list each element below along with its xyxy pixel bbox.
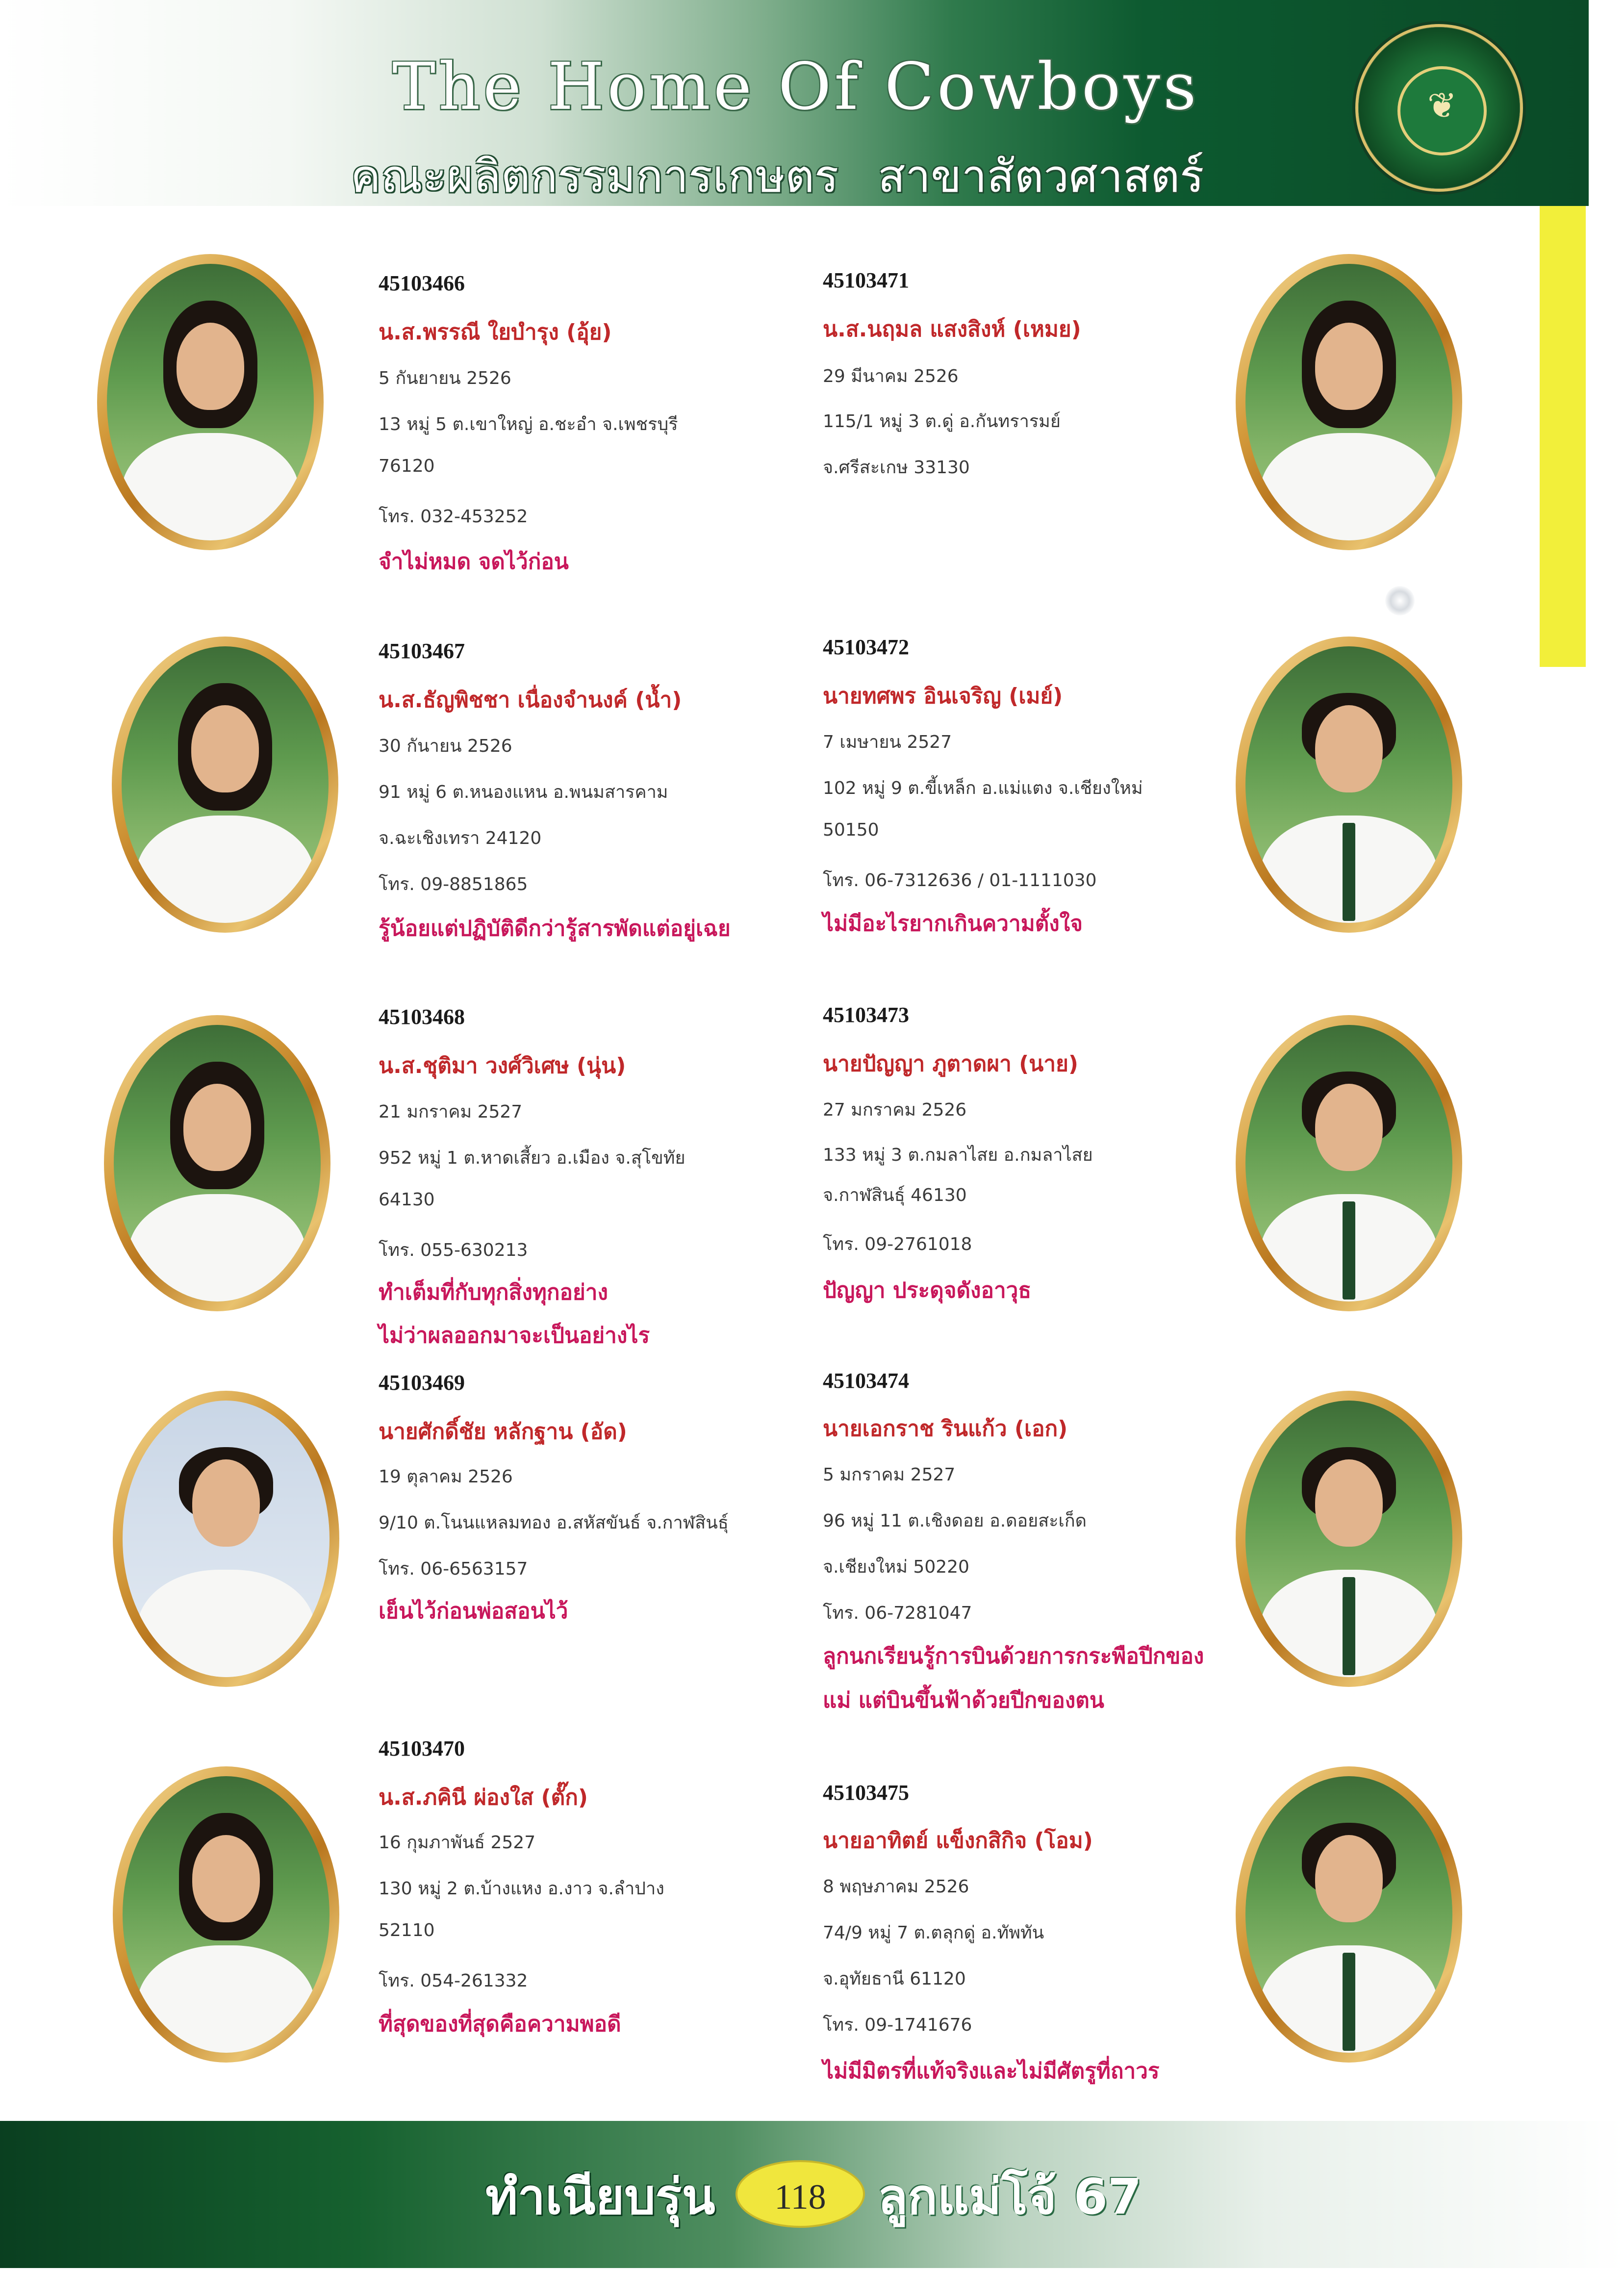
portrait-45103467 (112, 637, 338, 933)
address-line: 64130 (379, 1190, 435, 1210)
page-number: 118 (774, 2177, 826, 2217)
student-name: น.ส.ภคินี ผ่องใส (ตั๊ก) (379, 1785, 588, 1810)
motto: ไม่ว่าผลออกมาจะเป็นอย่างไร (379, 1323, 650, 1348)
page-number-badge (736, 2160, 865, 2228)
birth-date: 19 ตุลาคม 2526 (379, 1467, 513, 1487)
student-id: 45103468 (379, 1005, 465, 1029)
student-id: 45103472 (823, 635, 909, 659)
motto: จำไม่หมด จดไว้ก่อน (379, 549, 569, 574)
motto: ไม่มีมิตรที่แท้จริงและไม่มีศัตรูที่ถาวร (823, 2059, 1160, 2084)
student-id: 45103469 (379, 1371, 465, 1395)
address-line: 91 หมู่ 6 ต.หนองแหน อ.พนมสารคาม (379, 782, 668, 802)
student-id: 45103473 (823, 1003, 909, 1027)
student-name: น.ส.พรรณี ใยบำรุง (อุ้ย) (379, 320, 612, 345)
birth-date: 30 กันายน 2526 (379, 736, 512, 756)
faculty-department (351, 140, 1204, 212)
phone: โทร. 09-2761018 (823, 1234, 972, 1254)
phone: โทร. 06-6563157 (379, 1559, 528, 1579)
faculty-name: คณะผลิตกรรมการเกษตร (351, 150, 839, 203)
student-id: 45103470 (379, 1736, 465, 1760)
address-line: 952 หมู่ 1 ต.หาดเสี้ยว อ.เมือง จ.สุโขทัย (379, 1148, 685, 1168)
phone: โทร. 06-7312636 / 01-1111030 (823, 870, 1097, 891)
phone: โทร. 09-8851865 (379, 874, 528, 894)
birth-date: 8 พฤษภาคม 2526 (823, 1877, 969, 1897)
motto: รู้น้อยแต่ปฏิบัติดีกว่ารู้สารพัดแต่อยู่เฉย (379, 916, 731, 941)
motto: ลูกนกเรียนรู้การบินด้วยการกระพือปีกของ (823, 1644, 1204, 1669)
page-title: The Home Of Cowboys (392, 49, 1199, 125)
address-line: 13 หมู่ 5 ต.เขาใหญ่ อ.ชะอำ จ.เพชรบุรี (379, 414, 678, 434)
address-line: 115/1 หมู่ 3 ต.ดู่ อ.กันทรารมย์ (823, 411, 1061, 432)
address-line: 96 หมู่ 11 ต.เชิงดอย อ.ดอยสะเก็ด (823, 1511, 1087, 1531)
address-line: จ.เชียงใหม่ 50220 (823, 1557, 969, 1577)
portrait-45103471 (1236, 254, 1462, 550)
footer-title-right: ลูกแม่โจ้ 67 (878, 2168, 1142, 2225)
motto: ปัญญา ประดุจดังอาวุธ (823, 1278, 1032, 1303)
student-name: นายปัญญา ภูตาดผา (นาย) (823, 1051, 1078, 1076)
student-name: น.ส.นฤมล แสงสิงห์ (เหมย) (823, 317, 1081, 342)
portrait-45103468 (104, 1015, 330, 1311)
portrait-45103469 (113, 1391, 339, 1687)
birth-date: 7 เมษายน 2527 (823, 732, 952, 752)
address-line: 76120 (379, 456, 435, 476)
birth-date: 21 มกราคม 2527 (379, 1102, 523, 1122)
footer-title-left: ทำเนียบรุ่น (485, 2168, 715, 2225)
student-name: น.ส.ธัญพิชชา เนื่องจำนงค์ (น้ำ) (379, 688, 682, 713)
address-line: 130 หมู่ 2 ต.บ้างแหง อ.งาว จ.ลำปาง (379, 1879, 664, 1899)
phone: โทร. 06-7281047 (823, 1603, 972, 1623)
side-accent-bar (1540, 206, 1586, 667)
motto: แม่ แต่บินขึ้นฟ้าด้วยปีกของตน (823, 1688, 1104, 1713)
portrait-45103466 (97, 254, 324, 550)
phone: โทร. 09-1741676 (823, 2015, 972, 2035)
page-header (0, 0, 1589, 206)
department-name: สาขาสัตวศาสตร์ (878, 150, 1204, 203)
phone: โทร. 054-261332 (379, 1971, 528, 1991)
student-id: 45103466 (379, 271, 465, 295)
student-id: 45103474 (823, 1369, 909, 1393)
portrait-45103473 (1236, 1015, 1462, 1311)
student-id: 45103475 (823, 1781, 909, 1805)
motto: เย็นไว้ก่อนพ่อสอนไว้ (379, 1599, 568, 1624)
address-line: 50150 (823, 820, 879, 840)
student-id: 45103467 (379, 639, 465, 663)
birth-date: 29 มีนาคม 2526 (823, 366, 959, 386)
student-name: นายอาทิตย์ แข็งกสิกิจ (โอม) (823, 1828, 1093, 1853)
portrait-45103470 (113, 1766, 339, 2063)
phone: โทร. 032-453252 (379, 507, 528, 527)
portrait-45103474 (1236, 1391, 1462, 1687)
birth-date: 16 กุมภาพันธ์ 2527 (379, 1833, 536, 1853)
address-line: 74/9 หมู่ 7 ต.ตลุกดู่ อ.ทัพทัน (823, 1923, 1044, 1943)
student-name: น.ส.ชุติมา วงศ์วิเศษ (นุ่น) (379, 1053, 626, 1078)
motto: ไม่มีอะไรยากเกินความตั้งใจ (823, 911, 1083, 936)
student-name: นายทศพร อินเจริญ (เมย์) (823, 684, 1063, 709)
birth-date: 27 มกราคม 2526 (823, 1100, 967, 1120)
student-name: นายเอกราช รินแก้ว (เอก) (823, 1416, 1068, 1441)
student-name: นายศักดิ์ชัย หลักฐาน (อัด) (379, 1419, 627, 1444)
phone: โทร. 055-630213 (379, 1240, 528, 1260)
motto: ที่สุดของที่สุดคือความพอดี (379, 2012, 621, 2037)
address-line: จ.ศรีสะเกษ 33130 (823, 458, 970, 478)
address-line: จ.กาฬสินธุ์ 46130 (823, 1185, 967, 1205)
address-line: 9/10 ต.โนนแหลมทอง อ.สหัสขันธ์ จ.กาฬสินธุ์ (379, 1513, 729, 1533)
student-id: 45103471 (823, 268, 909, 292)
portrait-45103475 (1236, 1766, 1462, 2063)
address-line: 133 หมู่ 3 ต.กมลาไสย อ.กมลาไสย (823, 1145, 1093, 1165)
address-line: 52110 (379, 1920, 435, 1940)
address-line: จ.ฉะเชิงเทรา 24120 (379, 828, 542, 848)
sparkle-decoration (1385, 586, 1415, 615)
portrait-45103472 (1236, 637, 1462, 933)
motto: ทำเต็มที่กับทุกสิ่งทุกอย่าง (379, 1280, 608, 1305)
birth-date: 5 มกราคม 2527 (823, 1465, 956, 1485)
address-line: 102 หมู่ 9 ต.ขี้เหล็ก อ.แม่แตง จ.เชียงใหม่ (823, 778, 1143, 798)
university-seal-icon: ❦ (1358, 27, 1520, 189)
birth-date: 5 กันยายน 2526 (379, 368, 511, 388)
address-line: จ.อุทัยธานี 61120 (823, 1969, 966, 1989)
